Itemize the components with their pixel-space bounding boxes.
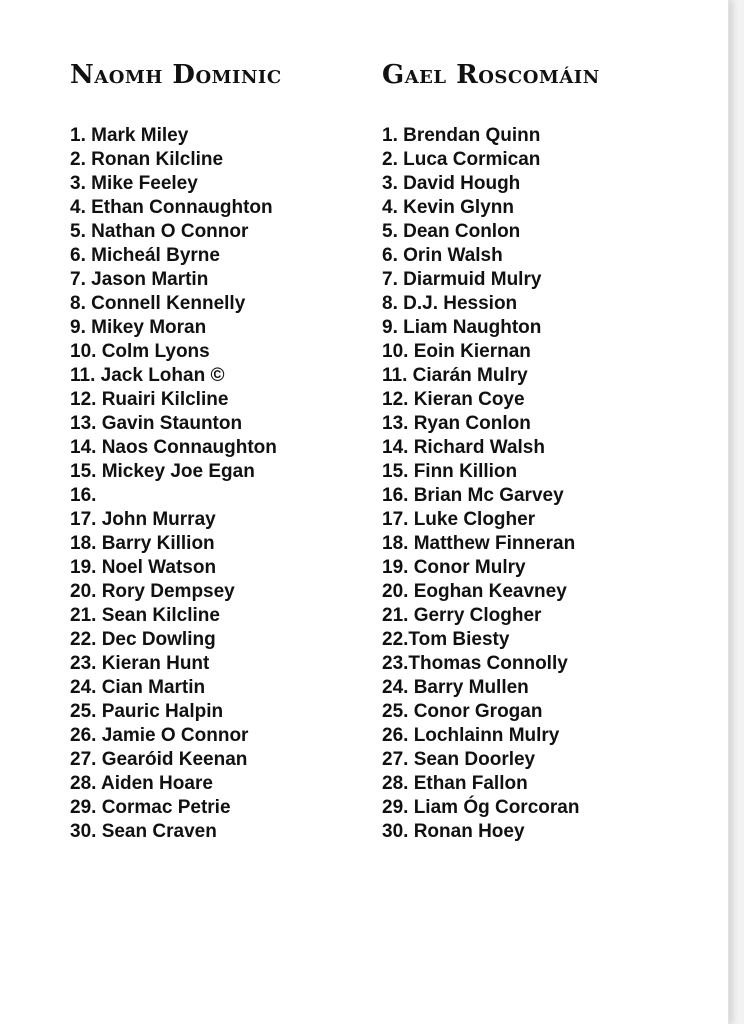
team-naomh-dominic xyxy=(70,58,282,844)
player-entry: 25. Conor Grogan xyxy=(382,701,543,722)
player-entry: 30. Sean Craven xyxy=(70,821,217,842)
player-entry: 9. Liam Naughton xyxy=(382,317,542,338)
player-entry: 7. Diarmuid Mulry xyxy=(382,269,542,290)
team-name: Gael Roscomáin xyxy=(382,60,600,90)
player-entry: 6. Orin Walsh xyxy=(382,245,503,266)
player-entry: 28. Ethan Fallon xyxy=(382,773,528,794)
player-entry: 23.Thomas Connolly xyxy=(382,653,568,674)
player-entry: 5. Dean Conlon xyxy=(382,221,521,242)
team-name: Naomh Dominic xyxy=(70,60,282,90)
player-entry: 16. xyxy=(70,485,97,506)
player-entry: 24. Cian Martin xyxy=(70,677,206,698)
player-entry: 27. Sean Doorley xyxy=(382,749,536,770)
player-entry: 13. Ryan Conlon xyxy=(382,413,531,434)
player-entry: 11. Ciarán Mulry xyxy=(382,365,528,386)
player-entry: 23. Kieran Hunt xyxy=(70,653,210,674)
player-entry: 8. D.J. Hession xyxy=(382,293,518,314)
player-entry: 13. Gavin Staunton xyxy=(70,413,243,434)
player-entry: 7. Jason Martin xyxy=(70,269,209,290)
player-entry: 4. Kevin Glynn xyxy=(382,197,514,218)
player-entry: 10. Eoin Kiernan xyxy=(382,341,531,362)
player-entry: 17. Luke Clogher xyxy=(382,509,536,530)
player-entry: 30. Ronan Hoey xyxy=(382,821,525,842)
player-entry: 15. Mickey Joe Egan xyxy=(70,461,255,482)
player-entry: 3. David Hough xyxy=(382,173,521,194)
player-entry: 19. Noel Watson xyxy=(70,557,217,578)
player-entry: 29. Liam Óg Corcoran xyxy=(382,797,580,818)
player-list xyxy=(382,124,600,844)
player-entry: 26. Lochlainn Mulry xyxy=(382,725,560,746)
player-list xyxy=(70,124,282,844)
player-entry: 14. Naos Connaughton xyxy=(70,437,277,458)
player-entry: 1. Mark Miley xyxy=(70,125,189,146)
player-entry: 2. Ronan Kilcline xyxy=(70,149,224,170)
player-entry: 19. Conor Mulry xyxy=(382,557,526,578)
player-entry: 20. Eoghan Keavney xyxy=(382,581,567,602)
player-entry: 17. John Murray xyxy=(70,509,216,530)
player-entry: 10. Colm Lyons xyxy=(70,341,210,362)
player-entry: 6. Micheál Byrne xyxy=(70,245,220,266)
player-entry: 9. Mikey Moran xyxy=(70,317,207,338)
player-entry: 22. Dec Dowling xyxy=(70,629,216,650)
player-entry: 18. Matthew Finneran xyxy=(382,533,576,554)
player-entry: 5. Nathan O Connor xyxy=(70,221,249,242)
player-entry: 14. Richard Walsh xyxy=(382,437,545,458)
player-entry: 15. Finn Killion xyxy=(382,461,518,482)
player-entry: 25. Pauric Halpin xyxy=(70,701,224,722)
player-entry: 4. Ethan Connaughton xyxy=(70,197,273,218)
player-entry: 26. Jamie O Connor xyxy=(70,725,249,746)
player-entry: 24. Barry Mullen xyxy=(382,677,529,698)
player-entry: 2. Luca Cormican xyxy=(382,149,541,170)
team-gael-roscomain xyxy=(382,58,600,844)
player-entry: 27. Gearóid Keenan xyxy=(70,749,248,770)
player-entry: 11. Jack Lohan © xyxy=(70,365,225,386)
player-entry: 28. Aiden Hoare xyxy=(70,773,213,794)
player-entry: 12. Ruairi Kilcline xyxy=(70,389,229,410)
player-entry: 21. Sean Kilcline xyxy=(70,605,220,626)
player-entry: 12. Kieran Coye xyxy=(382,389,525,410)
player-entry: 18. Barry Killion xyxy=(70,533,215,554)
player-entry: 8. Connell Kennelly xyxy=(70,293,246,314)
player-entry: 3. Mike Feeley xyxy=(70,173,198,194)
player-entry: 22.Tom Biesty xyxy=(382,629,510,650)
player-entry: 16. Brian Mc Garvey xyxy=(382,485,564,506)
player-entry: 29. Cormac Petrie xyxy=(70,797,231,818)
player-entry: 21. Gerry Clogher xyxy=(382,605,542,626)
player-entry: 1. Brendan Quinn xyxy=(382,125,541,146)
player-entry: 20. Rory Dempsey xyxy=(70,581,235,602)
